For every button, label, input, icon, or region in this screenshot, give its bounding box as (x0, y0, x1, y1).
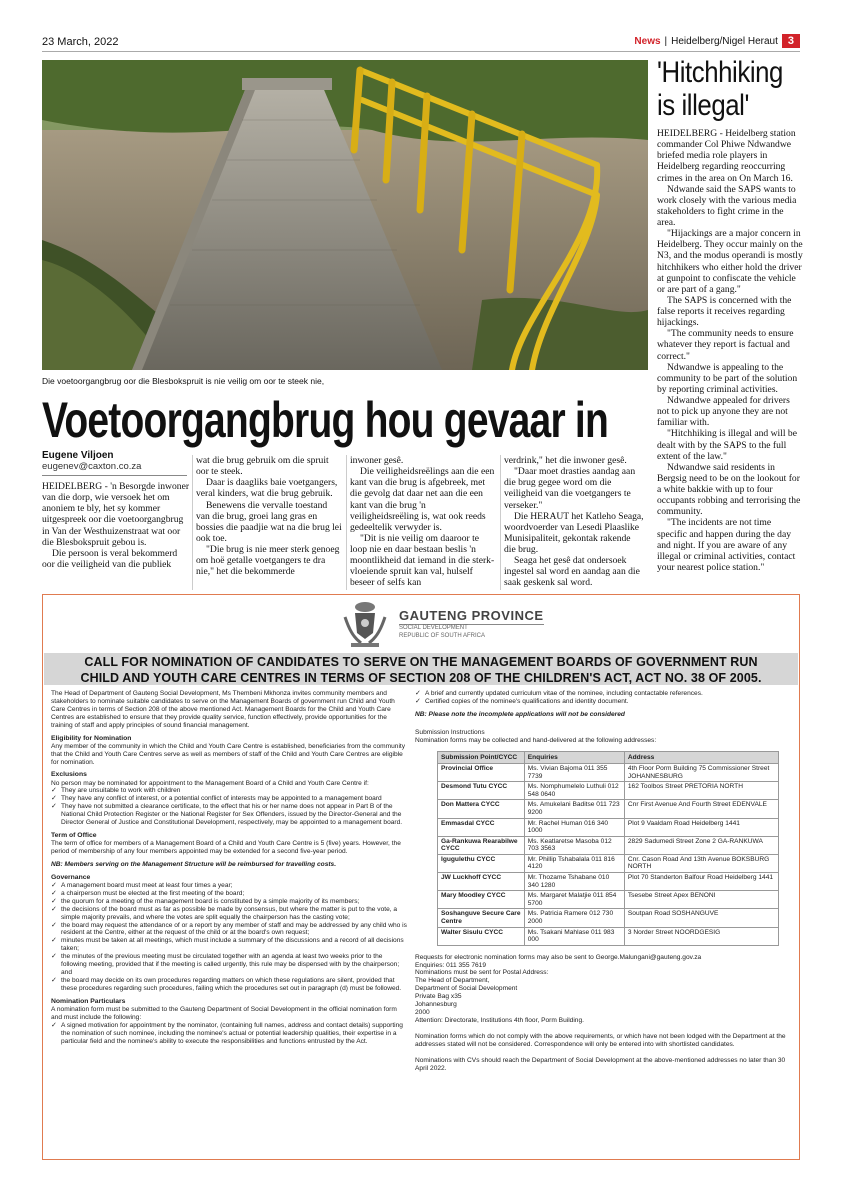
submission-point-cell: Ga-Rankuwa Rearabilwe CYCC (438, 836, 525, 854)
coat-of-arms-icon (339, 599, 391, 649)
postal-line: The Head of Department, (415, 977, 490, 985)
submission-point-cell: Mary Moodley CYCC (438, 891, 525, 909)
province-name: GAUTENG PROVINCE (399, 607, 544, 623)
sidebar-paragraph: "The incidents are not time specific and happen during the day and night. If you are aware of any illegal or criminal activities, contact your nearest police station." (657, 517, 796, 573)
section-header (634, 34, 800, 48)
article-column-1 (42, 481, 190, 570)
enquiries-cell: Ms. Keatlaretse Masoba 012 703 3563 (524, 836, 624, 854)
governance-item: ✓ a chairperson must be elected at the first meeting of the board; (51, 890, 409, 898)
submission-point-cell: Provincial Office (438, 764, 525, 782)
sidebar-paragraph: Ndwandwe said residents in Bergsig need to be on the lookout for a white bakkie with up to four occupants robbing and terrorising the community. (657, 461, 801, 518)
article-paragraph: Daar is daagliks baie voetgangers, veral kinders, wat die brug gebruik. (196, 477, 338, 500)
term-heading: Term of Office (51, 832, 97, 839)
exclusion-item: ✓ They are unsuitable to work with children (51, 787, 409, 795)
article-paragraph: "Dit is nie veilig om daaroor te loop nie en daar bestaan beslis 'n moontlikheid dat iemand in die sterk-vloeiende spruit kan val, hulself beseer of selfs kan (350, 532, 495, 589)
sidebar-paragraph: "Hitchhiking is illegal and will be dealt with by the SAPS to the full extent of the law." (657, 428, 797, 462)
nomination-banner (44, 653, 798, 685)
nomination-item: ✓ A signed motivation for appointment by the nominator, (containing full names, address and contact details) supporting the nomination of such nominee, including the nominee's actual or potential leadership qualities, their expertise in a particular field and the nominee's ability to execute the responsibilities and functions entrusted by the Act. (51, 1022, 409, 1046)
exclusion-item: ✓ They have not submitted a clearance certificate, to the effect that his or her name does not appear in Part B of the National Child Protection Register or the National Register for Sex Offenders, issued by the Director-General and the Director General of Justice and Constitutional Development, respectively, may be appointed to a management board. (51, 803, 409, 827)
article-paragraph: wat die brug gebruik om die spruit oor te steek. (196, 455, 329, 478)
article-paragraph: Die HERAUT het Katleho Seaga, woordvoerder van Lesedi Plaaslike Munisipaliteit, gekontak rakende die brug. (504, 510, 644, 555)
enquiries-cell: Ms. Patricia Ramere 012 730 2000 (524, 909, 624, 927)
ad-intro: The Head of Department of Gauteng Social Development, Ms Thembeni Mkhonza invites community members and stakeholders to nominate suitable candidates to serve on the Management Boards of government run Child and Youth Care Centres in terms of Section 208 of the above mentioned Act. Management Boards for the Child and Youth Care Centres are established to ensure that they provide quality service, function effectively, provide opportunities for the training of staff and apply principles of sound financial management. (51, 690, 395, 729)
column-divider (346, 455, 347, 590)
submission-point-cell: Igugulethu CYCC (438, 854, 525, 872)
sidebar-paragraph: "Hijackings are a major concern in Heidelberg. They occur mainly on the N3, and the modus operandi is mostly hitchhikers who either hold the driver at gunpoint to confiscate the vehicle or are part of a gang." (657, 228, 803, 295)
submission-text: Nomination forms may be collected and hand-delivered at the following addresses: (415, 736, 657, 744)
column-divider (500, 455, 501, 590)
byline (42, 450, 187, 479)
enquiries-cell: Mr. Phillip Tshabalala 011 816 4120 (524, 854, 624, 872)
sidebar-paragraph: HEIDELBERG - Heidelberg station commander Col Phiwe Ndwandwe briefed media role players in Heidelberg regarding reoccurring crimes in the area on On March 16. (657, 128, 796, 184)
table-row (438, 800, 779, 818)
column-header: Submission Point/CYCC (438, 751, 525, 764)
article-paragraph: "Die brug is nie meer sterk genoeg om hoë getalle voetgangers te dra nie," het die bekommerde (196, 544, 340, 578)
enquiries-cell: Ms. Nomphumelelo Luthuli 012 548 0640 (524, 782, 624, 800)
submission-point-cell: Walter Sisulu CYCC (438, 927, 525, 945)
governance-item: ✓ A management board must meet at least four times a year; (51, 882, 409, 890)
table-row (438, 854, 779, 872)
article-paragraph: Benewens die vervalle toestand van die brug, groei lang gras en bossies die paadjie wat na die brug lei ook toe. (196, 499, 342, 544)
address-cell: Cnr First Avenue And Fourth Street EDENVALE (624, 800, 778, 818)
table-row (438, 891, 779, 909)
article-column-2 (196, 455, 342, 577)
sidebar-paragraph: "The community needs to ensure whatever they report is factual and correct." (657, 328, 794, 362)
sidebar-article (657, 128, 803, 573)
article-paragraph: Seaga het gesê dat ondersoek ingestel sal word en aandag aan die saak geskenk sal word. (504, 555, 640, 589)
postal-line: Attention: Directorate, Institutions 4th floor, Porm Building. (415, 1016, 584, 1024)
main-headline: Voetoorgangbrug hou gevaar in (42, 392, 609, 448)
request-email: Requests for electronic nomination forms may also be sent to George.Malungani@gauteng.gov.za (415, 953, 702, 961)
eligibility-text: Any member of the community in which the Child and Youth Care Centre is established, beneficiaries from the community that the Child and Youth Care Centres serve as well as members of staff of the Child and Youth Care Centres are eligible for nomination. (51, 742, 406, 766)
submission-point-cell: Emmasdal CYCC (438, 818, 525, 836)
sidebar-paragraph: Ndwandwe appealed for drivers not to pick up anyone they are not familiar with. (657, 395, 790, 429)
photo-caption: Die voetoorgangbrug oor die Blesbokspruit is nie veilig om oor te steek nie, (42, 376, 325, 386)
column-divider (192, 455, 193, 590)
article-column-4 (504, 455, 644, 589)
enquiries-cell: Ms. Margaret Malatjie 011 854 5700 (524, 891, 624, 909)
bridge-illustration (42, 60, 648, 370)
submission-point-cell: Don Mattera CYCC (438, 800, 525, 818)
address-cell: 2829 Sadumedi Street Zone 2 GA-RANKUWA (624, 836, 778, 854)
exclusions-heading: Exclusions (51, 771, 87, 779)
table-row (438, 818, 779, 836)
enquiries-cell: Mr. Rachel Human 016 340 1000 (524, 818, 624, 836)
table-row (438, 873, 779, 891)
sidebar-headline: 'Hitchhiking is illegal' (657, 56, 783, 122)
author-email[interactable]: eugenev@caxton.co.za (42, 461, 187, 476)
section-name: News (634, 35, 661, 47)
table-row (438, 836, 779, 854)
postal-line: Department of Social Development (415, 985, 518, 993)
postal-line: Johannesburg (415, 1001, 457, 1009)
incomplete-note: NB: Please note the incomplete applications will not be considered (415, 710, 625, 718)
article-paragraph: HEIDELBERG - 'n Besorgde inwoner van die dorp, wie versoek het om anoniem te bly, het sy kommer uitgespreek oor die voetoorgangbrug in Van der Westhuizenstraat wat oor die Blesbokspruit gebou is. (42, 481, 190, 548)
address-cell: Cnr. Cason Road And 13th Avenue BOKSBURG NORTH (624, 854, 778, 872)
exclusions-intro: No person may be nominated for appointment to the Management Board of a Child and Youth Care Centre if: (51, 779, 369, 787)
column-header: Enquiries (524, 751, 624, 764)
table-row (438, 764, 779, 782)
term-text: The term of office for members of a Management Board of a Child and Youth Care Centre is 5 (five) years. However, the period of membership of any four members appointed may be extended for a second five-year period. (51, 840, 401, 856)
article-column-3 (350, 455, 496, 589)
sidebar-paragraph: The SAPS is concerned with the false reports it receives regarding hijackings. (657, 294, 792, 329)
article-paragraph: verdrink," het die inwoner gesê. (504, 455, 627, 466)
reimbursement-note: NB: Members serving on the Management Structure will be reimbursed for travelling costs. (51, 860, 337, 868)
governance-item: ✓ the board may request the attendance of or a report by any member of staff and may be addressed by any child who is resident at the Centre, either at the request of the child or at the board's own request; (51, 922, 409, 938)
column-header: Address (624, 751, 778, 764)
submission-point-cell: Desmond Tutu CYCC (438, 782, 525, 800)
paper-name: Heidelberg/Nigel Heraut (671, 35, 778, 47)
government-advertisement (42, 594, 800, 1160)
nomination-item: ✓ Certified copies of the nominee's qualifications and identity document. (415, 698, 795, 706)
republic-name: REPUBLIC OF SOUTH AFRICA (399, 632, 486, 639)
table-header-row (438, 751, 779, 764)
table-row (438, 927, 779, 945)
gauteng-logo (339, 599, 544, 649)
article-paragraph: inwoner gesê. (350, 455, 404, 466)
request-info (415, 954, 795, 1073)
address-cell: 162 Toolbos Street PRETORIA NORTH (624, 782, 778, 800)
exclusion-item: ✓ They have any conflict of interest, or a potential conflict of interests may be appointed to a management board (51, 795, 409, 803)
postal-heading: Nominations must be sent for Postal Address: (415, 969, 549, 977)
governance-item: ✓ the board may decide on its own procedures regarding matters on which these regulations are silent, provided that these procedures regarding such procedures, failing which the procedures set out in paragraph (d) must be followed. (51, 977, 409, 993)
submission-heading: Submission Instructions (415, 728, 485, 736)
article-paragraph: Die persoon is veral bekommerd oor die veiligheid van die publiek (42, 547, 178, 570)
postal-line: 2000 (415, 1009, 430, 1017)
article-paragraph: "Daar moet drasties aandag aan die brug gegee word om die veiligheid van die voetgangers te verseker." (504, 466, 636, 511)
submission-point-cell: JW Luckhoff CYCC (438, 873, 525, 891)
address-table (437, 751, 779, 946)
nomination-item: ✓ A brief and currently updated curriculum vitae of the nominee, including contactable references. (415, 690, 795, 698)
address-cell: Tsesebe Street Apex BENONI (624, 891, 778, 909)
table-row (438, 782, 779, 800)
enquiries-number: Enquiries: 011 355 7619 (415, 961, 486, 969)
ad-left-column (51, 690, 409, 1045)
compliance-note: Nomination forms which do not comply with the above requirements, or which have not been lodged with the Department at the addresses stated will not be considered. Correspondence will only be entered into with shortlisted candidates. (415, 1032, 786, 1048)
department-name: SOCIAL DEVELOPMENT (399, 624, 468, 631)
header-rule (42, 51, 800, 52)
postal-line: Private Bag x35 (415, 993, 462, 1001)
article-paragraph: Die veiligheidsreëlings aan die een kant van die brug is afgebreek, met die gevolg dat daar net aan die een kant van die brug 'n veiligheidsreëling is, wat ook reeds gedeeltelik verwyder is. (350, 466, 495, 533)
bridge-photo (42, 60, 648, 370)
header-separator: | (664, 35, 668, 47)
enquiries-cell: Ms. Amukelani Baditse 011 723 9200 (524, 800, 624, 818)
governance-heading: Governance (51, 873, 91, 881)
ad-right-column (415, 690, 795, 1072)
sidebar-paragraph: Ndwandwe is appealing to the community to be part of the solution by reporting criminal activities. (657, 361, 798, 395)
issue-date: 23 March, 2022 (42, 36, 119, 48)
governance-item: ✓ minutes must be taken at all meetings, which must include a summary of the discussions and a record of all decisions taken; (51, 937, 409, 953)
governance-item: ✓ the decisions of the board must as far as possible be made by consensus, but where the matter is put to the vote, a simple majority prevails, and where the votes are split equally the chairperson has the casting vote; (51, 906, 409, 922)
address-cell: Plot 70 Standerton Balfour Road Heidelberg 1441 (624, 873, 778, 891)
address-cell: Plot 9 Vaaldam Road Heidelberg 1441 (624, 818, 778, 836)
enquiries-cell: Ms. Tsakani Mahlase 011 983 000 (524, 927, 624, 945)
author-name: Eugene Viljoen (42, 450, 114, 461)
nomination-text: A nomination form must be submitted to the Gauteng Department of Social Development in the official nomination form and must include the following: (51, 1005, 397, 1021)
table-row (438, 909, 779, 927)
governance-item: ✓ the minutes of the previous meeting must be circulated together with an agenda at least two weeks prior to the following meeting, provided that if the meeting is called urgently, this rule may be dispensed with by the chairperson; and (51, 953, 409, 977)
nomination-heading: Nomination Particulars (51, 997, 126, 1005)
logo-text-block (399, 608, 544, 641)
enquiries-cell: Mr. Thozame Tshabane 010 340 1280 (524, 873, 624, 891)
address-cell: 3 Norder Street NOORDGESIG (624, 927, 778, 945)
eligibility-heading: Eligibility for Nomination (51, 734, 132, 742)
submission-point-cell: Soshanguve Secure Care Centre (438, 909, 525, 927)
address-cell: 4th Floor Porm Building 75 Commissioner Street JOHANNESBURG (624, 764, 778, 782)
deadline-note: Nominations with CVs should reach the Department of Social Development at the above-mentioned addresses no later than 30 April 2022. (415, 1056, 786, 1072)
banner-line-1: CALL FOR NOMINATION OF CANDIDATES TO SERVE ON THE MANAGEMENT BOARDS OF GOVERNMENT RUN (84, 655, 758, 669)
address-cell: Soutpan Road SOSHANGUVE (624, 909, 778, 927)
sidebar-paragraph: Ndwande said the SAPS wants to work closely with the various media stakeholders to fight crime in the area. (657, 183, 797, 228)
page-number: 3 (782, 34, 800, 48)
governance-item: ✓ the quorum for a meeting of the management board is constituted by a simple majority of its members; (51, 898, 409, 906)
banner-line-2: CHILD AND YOUTH CARE CENTRES IN TERMS OF SECTION 208 OF THE CHILDREN'S ACT, ACT NO. 38 OF 2005. (80, 671, 762, 685)
enquiries-cell: Ms. Vivian Bajoma 011 355 7739 (524, 764, 624, 782)
